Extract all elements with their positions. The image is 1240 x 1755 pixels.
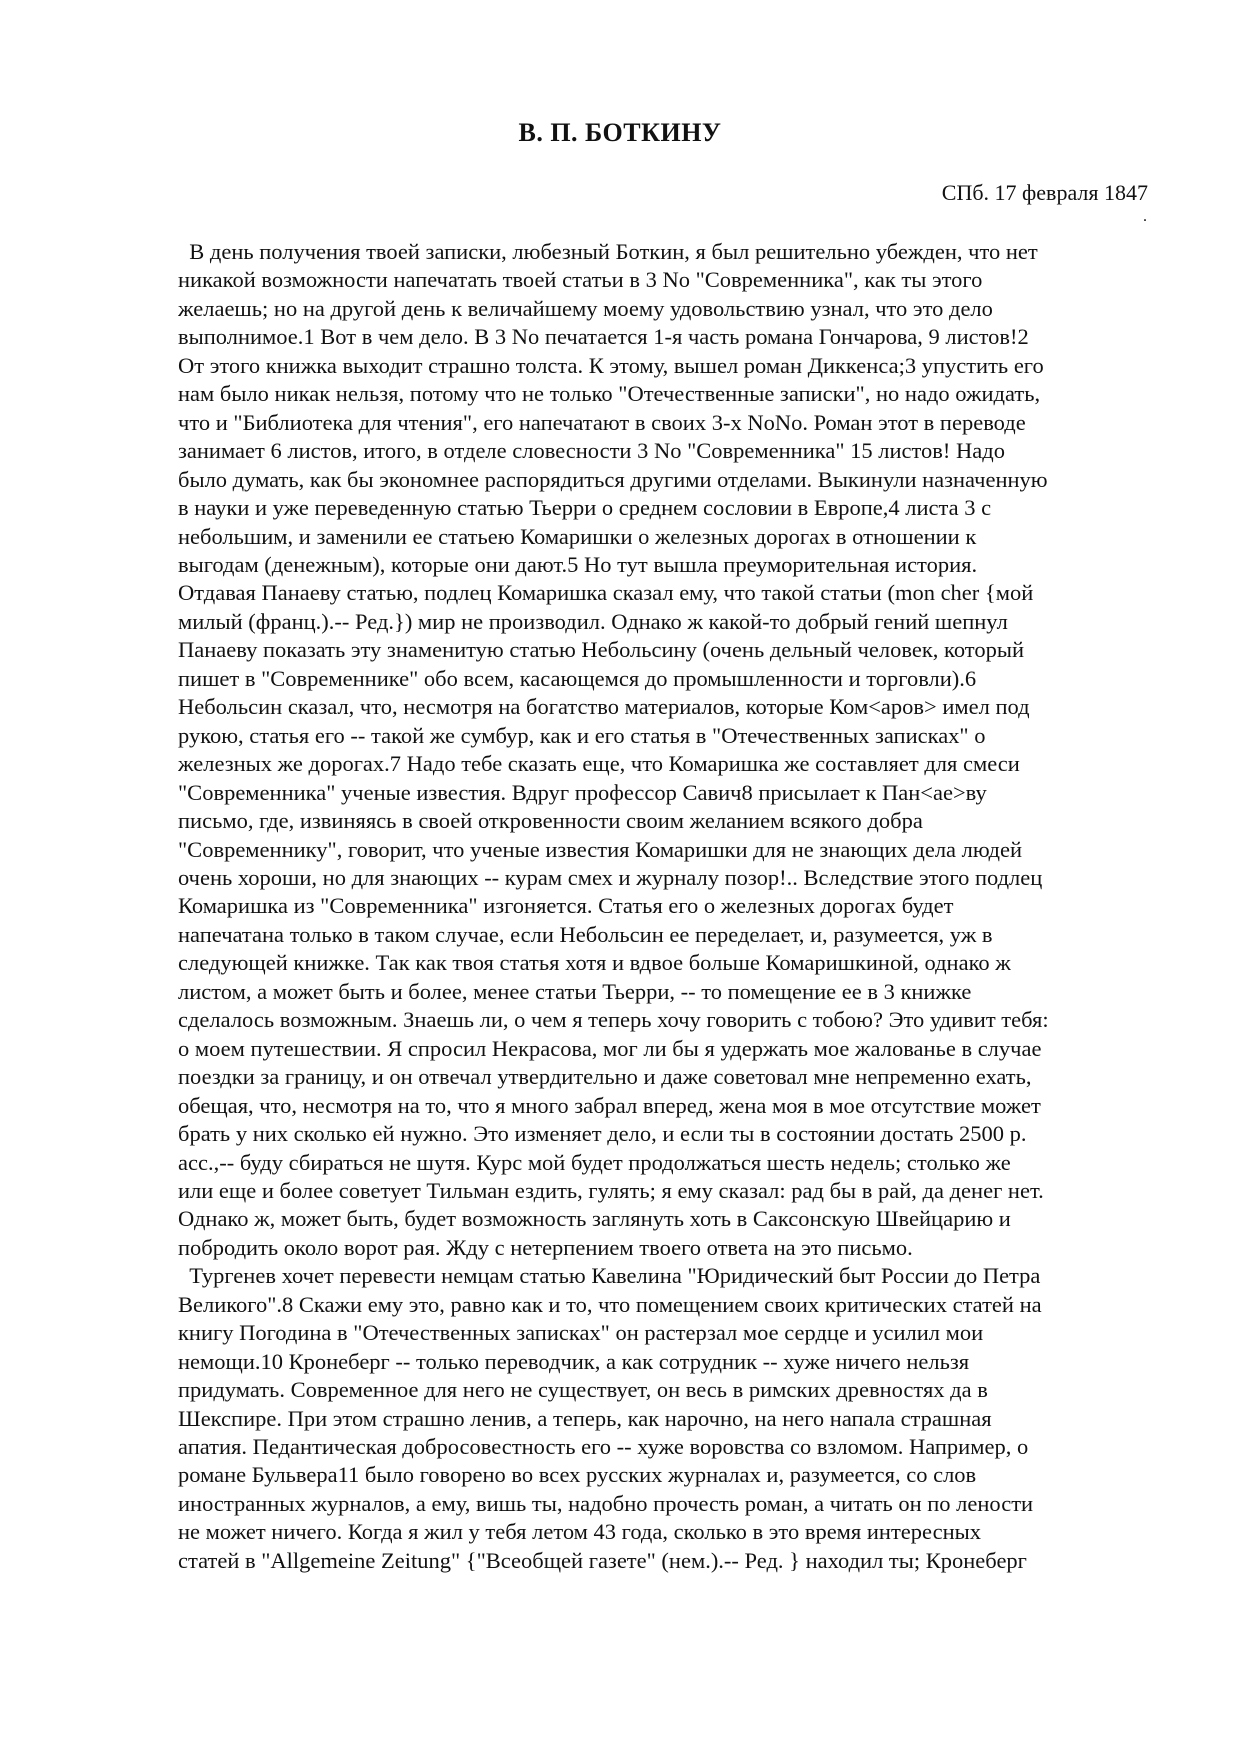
text-line: следующей книжке. Так как твоя статья хотя и вдвое больше Комаришкиной, однако ж xyxy=(178,950,1011,976)
text-line: В день получения твоей записки, любезный Боткин, я был решительно убежден, что нет xyxy=(178,239,1038,264)
text-line: асс.,-- буду сбираться не шутя. Курс мой будет продолжаться шесть недель; столько же xyxy=(178,1149,1011,1175)
text-line: рукою, статья его -- такой же сумбур, как и его статья в "Отечественных записках" о xyxy=(178,722,986,748)
text-line: сделалось возможным. Знаешь ли, о чем я теперь хочу говорить с тобою? Это удивит тебя: xyxy=(178,1007,1049,1033)
text-line: Комаришка из "Современника" изгоняется. Статья его о железных дорогах будет xyxy=(178,893,954,919)
text-line: желаешь; но на другой день к величайшему моему удовольствию узнал, что это дело xyxy=(178,295,993,321)
text-line: книгу Погодина в "Отечественных записках" он растерзал мое сердце и усилил мои xyxy=(178,1320,984,1346)
text-line: или еще и более советует Тильман ездить, гулять; я ему сказал: рад бы в рай, да денег нет. xyxy=(178,1177,1044,1203)
text-line: иностранных журналов, а ему, вишь ты, надобно прочесть роман, а читать он по лености xyxy=(178,1490,1034,1516)
text-line: От этого книжка выходит страшно толста. К этому, вышел роман Диккенса;3 упустить его xyxy=(178,352,1044,378)
letter-title: В. П. БОТКИНУ xyxy=(518,118,722,147)
text-line: придумать. Современное для него не существует, он весь в римских древностях да в xyxy=(178,1377,988,1403)
text-line: поездки за границу, и он отвечал утвердительно и даже советовал мне непременно ехать, xyxy=(178,1064,1032,1090)
text-line: в науки и уже переведенную статью Тьерри о среднем сословии в Европе,4 листа 3 с xyxy=(178,495,992,521)
text-line: Панаеву показать эту знаменитую статью Небольсину (очень дельный человек, который xyxy=(178,637,1024,663)
text-line: "Современника" ученые известия. Вдруг профессор Савич8 присылает к Пан<ае>ву xyxy=(178,779,987,805)
text-line: пишет в "Современнике" обо всем, касающемся до промышленности и торговли).6 xyxy=(178,665,977,691)
text-line: о моем путешествии. Я спросил Некрасова, мог ли бы я удержать мое жалованье в случае xyxy=(178,1035,1042,1061)
text-line: было думать, как бы экономнее распорядиться другими отделами. Выкинули назначенную xyxy=(178,466,1048,492)
text-line: Шекспире. При этом страшно ленив, а теперь, как нарочно, на него напала страшная xyxy=(178,1405,992,1431)
text-line: не может ничего. Когда я жил у тебя летом 43 года, сколько в это время интересных xyxy=(178,1519,981,1545)
text-line: очень хороши, но для знающих -- курам смех и журналу позор!.. Вследствие этого подлец xyxy=(178,864,1043,890)
text-line: статей в "Allgemeine Zeitung" {"Всеобщей газете" (нем.).-- Ред. } находил ты; Кронеберг xyxy=(178,1547,1027,1573)
text-line: занимает 6 листов, итого, в отделе словесности 3 No "Современника" 15 листов! Надо xyxy=(178,438,1005,464)
text-line: что и "Библиотека для чтения", его напечатают в своих 3-х NoNo. Роман этот в переводе xyxy=(178,409,1026,435)
text-line: напечатана только в таком случае, если Небольсин ее переделает, и, разумеется, уж в xyxy=(178,921,993,947)
text-line: выгодам (денежным), которые они дают.5 Но тут вышла преуморительная история. xyxy=(178,551,978,577)
text-line: Отдавая Панаеву статью, подлец Комаришка сказал ему, что такой статьи (mon cher {мой xyxy=(178,580,1034,606)
text-line: небольшим, и заменили ее статьею Комаришки о железных дорогах в отношении к xyxy=(178,523,977,549)
text-line: выполнимое.1 Вот в чем дело. В 3 No печатается 1-я часть романа Гончарова, 9 листов!2 xyxy=(178,324,1029,350)
text-line: письмо, где, извиняясь в своей откровенности своим желанием всякого добра xyxy=(178,808,923,834)
text-line: Великого".8 Скажи ему это, равно как и то, что помещением своих критических статей на xyxy=(178,1291,1042,1317)
text-line: никакой возможности напечатать твоей статьи в 3 No "Современника", как ты этого xyxy=(178,267,983,293)
text-line: железных же дорогах.7 Надо тебе сказать еще, что Комаришка же составляет для смеси xyxy=(178,751,1020,777)
text-line: нам было никак нельзя, потому что не только "Отечественные записки", но надо ожидать, xyxy=(178,381,1041,407)
text-line: Небольсин сказал, что, несмотря на богатство материалов, которые Ком<аров> имел под xyxy=(178,694,1030,720)
letter-dateline: СПб. 17 февраля 1847 xyxy=(941,180,1148,205)
stray-mark: . xyxy=(1143,208,1147,225)
text-line: Тургенев хочет перевести немцам статью Кавелина "Юридический быт России до Петра xyxy=(178,1263,1041,1289)
text-line: апатия. Педантическая добросовестность его -- хуже воровства со взломом. Например, о xyxy=(178,1434,1029,1460)
text-line: немощи.10 Кронеберг -- только переводчик, а как сотрудник -- хуже ничего нельзя xyxy=(178,1348,970,1374)
text-line: обещая, что, несмотря на то, что я много забрал вперед, жена моя в мое отсутствие может xyxy=(178,1092,1041,1118)
text-line: романе Бульвера11 было говорено во всех русских журналах и, разумеется, со слов xyxy=(178,1462,977,1488)
text-line: милый (франц.).-- Ред.}) мир не производил. Однако ж какой-то добрый гений шепнул xyxy=(178,608,1008,634)
text-line: "Современнику", говорит, что ученые известия Комаришки для не знающих дела людей xyxy=(178,836,1023,862)
text-line: листом, а может быть и более, менее статьи Тьерри, -- то помещение ее в 3 книжке xyxy=(178,978,972,1004)
text-line: побродить около ворот рая. Жду с нетерпением твоего ответа на это письмо. xyxy=(178,1234,913,1260)
letter-body xyxy=(178,238,1168,1575)
text-line: Однако ж, может быть, будет возможность заглянуть хоть в Саксонскую Швейцарию и xyxy=(178,1206,1011,1232)
text-line: брать у них сколько ей нужно. Это изменяет дело, и если ты в состоянии достать 2500 р. xyxy=(178,1121,1027,1147)
